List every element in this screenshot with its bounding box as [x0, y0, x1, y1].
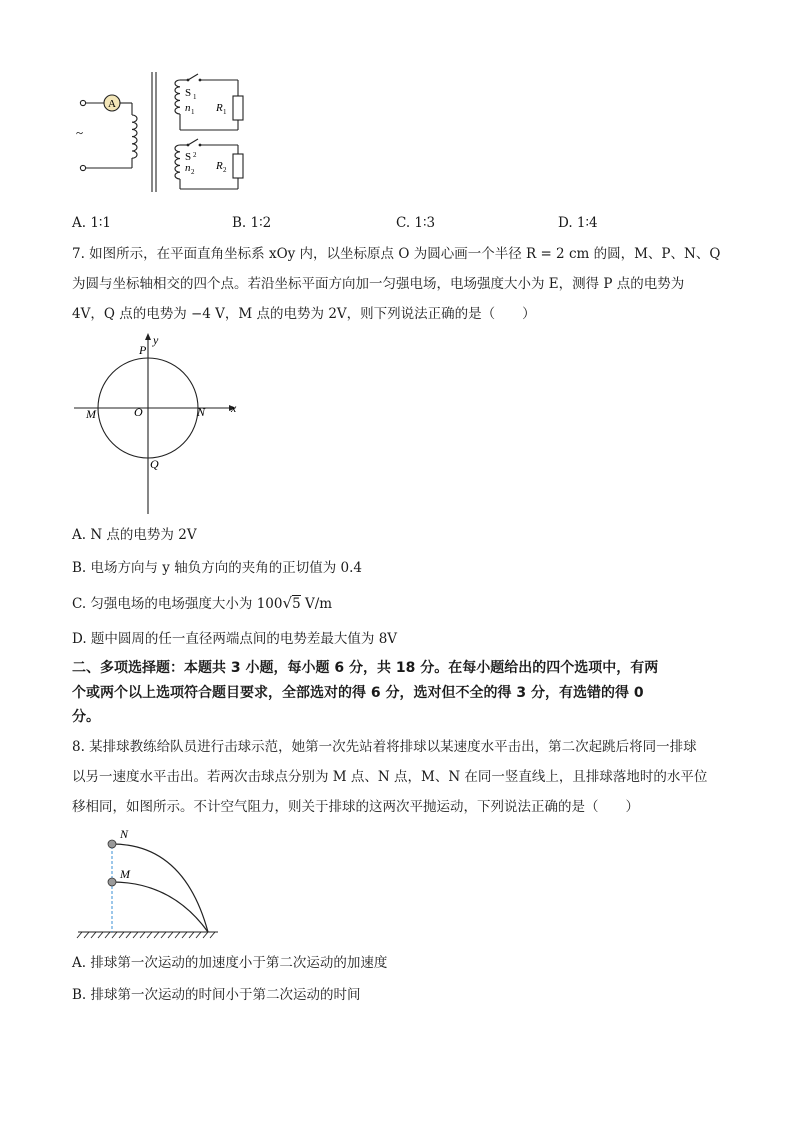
- q7-option-b[interactable]: B. 电场方向与 y 轴负方向的夹角的正切值为 0.4: [72, 560, 362, 576]
- q7-option-d[interactable]: D. 题中圆周的任一直径两端点间的电势差最大值为 8V: [72, 631, 398, 647]
- q8-option-a[interactable]: A. 排球第一次运动的加速度小于第二次运动的加速度: [72, 955, 388, 971]
- q6-option-b[interactable]: B. 1∶2: [232, 215, 272, 231]
- q7-stem-line3: 4V，Q 点的电势为 −4 V，M 点的电势为 2V，则下列说法正确的是（ ）: [72, 306, 536, 322]
- point-n-label: N: [120, 827, 129, 841]
- section2-heading-line3: 分。: [72, 709, 100, 725]
- svg-text:2: 2: [193, 151, 197, 159]
- q7-option-c-unit: V/m: [300, 596, 333, 612]
- q7-stem-line1: 7. 如图所示，在平面直角坐标系 xOy 内，以坐标原点 O 为圆心画一个半径 R = 2 cm 的圆，M、P、N、Q: [72, 246, 721, 262]
- point-p-label: P: [139, 343, 147, 357]
- point-m-label: M: [86, 407, 96, 421]
- coordinate-circle-diagram: [70, 330, 250, 520]
- svg-text:1: 1: [193, 93, 197, 101]
- transformer-circuit-diagram: [70, 70, 250, 195]
- svg-text:2: 2: [191, 168, 195, 176]
- switch-s2-label: S: [185, 151, 192, 163]
- q6-option-c[interactable]: C. 1∶3: [396, 215, 436, 231]
- point-q-label: Q: [150, 457, 159, 471]
- coil-n1-label: n: [185, 102, 191, 114]
- section2-heading-line1: 二、多项选择题：本题共 3 小题，每小题 6 分，共 18 分。在每小题给出的四个选项中，有两: [72, 660, 659, 676]
- y-axis-label: y: [153, 333, 159, 347]
- q8-option-b[interactable]: B. 排球第一次运动的时间小于第二次运动的时间: [72, 987, 361, 1003]
- point-n-label: N: [197, 405, 206, 419]
- projectile-diagram: [74, 826, 224, 944]
- q8-stem-line3: 移相同，如图所示。不计空气阻力，则关于排球的这两次平抛运动，下列说法正确的是（ ）: [72, 799, 639, 815]
- q7-stem-line2: 为圆与坐标轴相交的四个点。若沿坐标平面方向加一匀强电场，电场强度大小为 E，测得 P 点的电势为: [72, 276, 685, 292]
- sqrt-radicand: 5: [292, 596, 301, 612]
- ammeter-label: A: [108, 98, 116, 110]
- q8-stem-line2: 以另一速度水平击出。若两次击球点分别为 M 点、N 点，M、N 在同一竖直线上，且排球落地时的水平位: [72, 769, 708, 785]
- section2-heading-line2: 个或两个以上选项符合题目要求，全部选对的得 6 分，选对但不全的得 3 分，有选错的得 0: [72, 685, 644, 701]
- q7-option-c-text: C. 匀强电场的电场强度大小为 100: [72, 596, 283, 612]
- svg-text:2: 2: [223, 166, 227, 174]
- sqrt-symbol: √: [282, 594, 293, 612]
- x-axis-label: x: [231, 401, 237, 415]
- switch-s1-label: S: [185, 87, 192, 99]
- origin-o-label: O: [134, 405, 143, 419]
- q8-stem-line1: 8. 某排球教练给队员进行击球示范，她第一次先站着将排球以某速度水平击出，第二次起跳后将同一排球: [72, 739, 697, 755]
- q6-option-a[interactable]: A. 1∶1: [72, 215, 112, 231]
- resistor-r2-label: R: [216, 160, 223, 172]
- ac-source-symbol: ~: [76, 125, 84, 140]
- resistor-r1-label: R: [216, 102, 223, 114]
- coil-n2-label: n: [185, 162, 191, 174]
- svg-text:1: 1: [223, 108, 227, 116]
- q7-option-a[interactable]: A. N 点的电势为 2V: [72, 527, 197, 543]
- point-m-label: M: [120, 867, 130, 881]
- q7-option-c[interactable]: [72, 593, 332, 614]
- q6-option-d[interactable]: D. 1∶4: [558, 215, 598, 231]
- svg-text:1: 1: [191, 108, 195, 116]
